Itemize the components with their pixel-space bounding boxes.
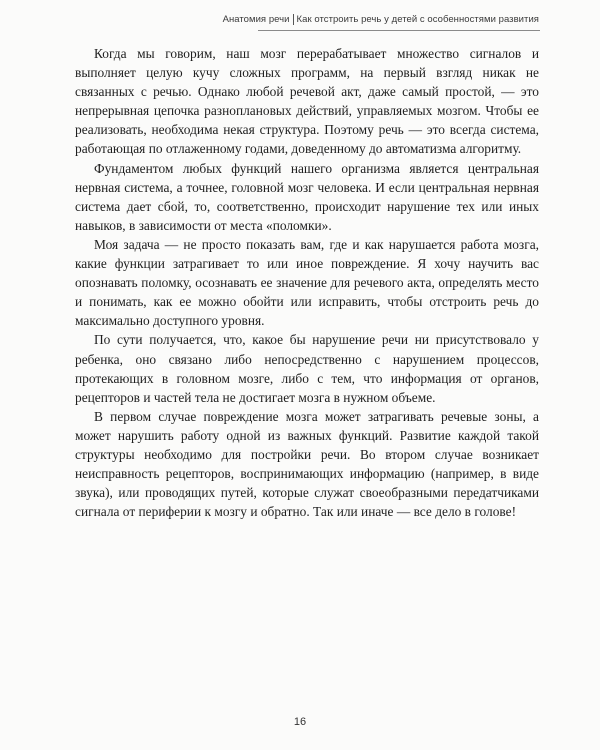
paragraph-4: По сути получается, что, какое бы нарушение речи ни присутствовало у ребенка, оно связано либо непосредственно с нарушением процессов, протекающих в головном мозге, либо с тем, что информация от органов, рецепторов и частей тела не достигает мозга в нужном объеме.	[75, 332, 539, 405]
paragraph-5: В первом случае повреждение мозга может затрагивать речевые зоны, а может нарушить работу одной из важных функций. Развитие каждой такой структуры необходимо для постройки речи. Во втором случае возникает неисправность рецепторов, воспринимающих информацию (например, в виде звука), или проводящих путей, которые служат своеобразными передатчиками сигнала от периферии к мозгу и обратно. Так или иначе — все дело в голове!	[75, 408, 539, 520]
paragraph-2: Фундаментом любых функций нашего организма является центральная нервная система, а точнее, головной мозг человека. И если центральная нервная система дает сбой, то, соответственно, происходит нарушение тех или иных навыков, в зависимости от места «поломки».	[75, 160, 539, 233]
paragraph-1: Когда мы говорим, наш мозг перерабатывает множество сигналов и выполняет целую кучу сложных программ, на первый взгляд никак не связанных с речью. Однако любой речевой акт, даже самый простой, — это непрерывная цепочка разноплановых действий, управляемых мозгом. Чтобы ее реализовать, необходима некая структура. Поэтому речь — это всегда система, работающая по отлаженному годами, доведенному до автоматизма алгоритму.	[75, 46, 539, 157]
page-number: 16	[293, 716, 307, 728]
body-text	[75, 44, 539, 521]
header-rule	[258, 30, 540, 31]
header-separator	[293, 14, 294, 25]
header-section: Анатомия речи	[222, 14, 290, 25]
running-header	[223, 14, 539, 25]
header-book-title: Как отстроить речь у детей с особенностями развития	[296, 14, 539, 25]
paragraph-3: Моя задача — не просто показать вам, где и как нарушается работа мозга, какие функции затрагивает то или иное повреждение. Я хочу научить вас опознавать поломку, осознавать ее значение для речевого акта, определять место и понимать, как ее можно обойти или исправить, чтобы отстроить речь до максимально доступного уровня.	[75, 236, 539, 329]
